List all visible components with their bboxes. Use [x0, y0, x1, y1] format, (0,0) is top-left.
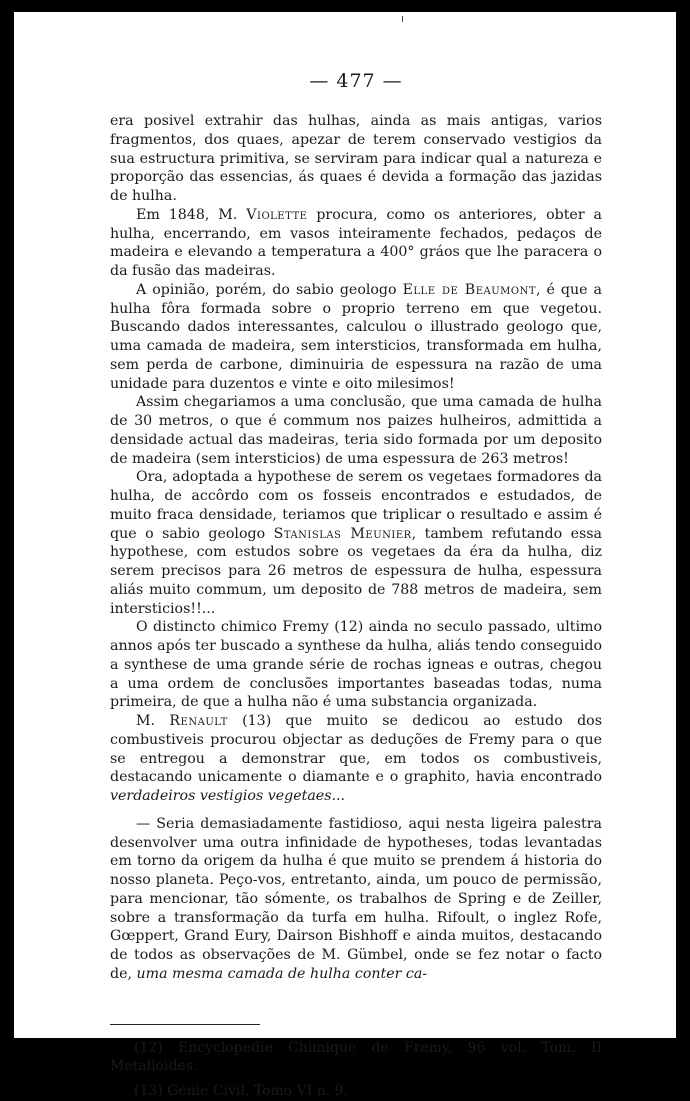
- text-run: A opinião, porém, do sabio geologo: [136, 281, 403, 298]
- name-smallcaps: Elle de Beaumont: [402, 281, 537, 298]
- text-run: O distincto chimico Fremy (12) ainda no seculo passado, ultimo annos após ter buscado a synthese da hulha, aliás tendo conseguido a synthese de uma grande série de rochas igneas e outras, chegou a uma ordem de conclusões importantes baseadas todas, numa primeira, de que a hulha não é uma substancia organizada.: [110, 619, 602, 711]
- scan-mark: [402, 16, 403, 22]
- text-run: , tambem refutando essa hypothese, com estudos sobre os vegetaes da éra da hulha, diz serem precisos para 26 metros de espessura de hulha, espessura aliás muito commum, um deposito de 788 metros de madeira, sem intersticios!!...: [110, 525, 602, 617]
- paragraph-7: [110, 712, 602, 806]
- paragraph-8: [110, 815, 602, 984]
- name-smallcaps: Stanislas Meunier: [273, 525, 412, 542]
- italic-text: uma mesma camada de hulha conter ca-: [136, 965, 428, 982]
- paragraph-5: [110, 468, 602, 618]
- scanned-page: [14, 12, 676, 1099]
- name-smallcaps: Renault: [169, 713, 228, 729]
- text-run: Em 1848, M.: [136, 206, 247, 223]
- footnote-12: (12) Encyclopedie Chimique de Fremy, 96 vol. Tom. II Metalloides.: [110, 1039, 602, 1075]
- text-run: era posivel extrahir das hulhas, ainda as mais antigas, varios fragmentos, dos quaes, apezar de terem conservado vestigios da sua estructura primitiva, se serviram para indicar qual a natureza e proporção das essencias, ás quaes é devida a formação das jazidas de hulha.: [110, 113, 602, 204]
- paragraph-gap: [110, 806, 602, 815]
- paragraph-3: [110, 281, 602, 394]
- text-block: [110, 70, 602, 1101]
- paragraph-2: [110, 206, 602, 281]
- paragraph-1: [110, 112, 602, 206]
- footnote-rule: [110, 1024, 260, 1025]
- text-run: Ora, adoptada a hypothese de serem os vegetaes formadores da hulha, de accôrdo com os fosseis encontrados e estudados, de muito fraca densidade, teriamos que triplicar o resultado e assim é que o sabio geologo: [110, 469, 602, 542]
- footnote-13: (13) Genie Civil, Tomo VI n. 9.: [134, 1083, 349, 1099]
- text-run: , é que a hulha fôra formada sobre o proprio terreno em que vegetou. Buscando dados interessantes, calculou o illustrado geologo que, uma camada de madeira, sem intersticios, transformada em hulha, sem perda de carbone, diminuiria de espessura na razão de uma unidade para duzentos e vinte e oito milesimos!: [110, 281, 603, 392]
- italic-text: verdadeiros vestigios vegetaes...: [110, 788, 346, 804]
- text-run: M.: [136, 713, 170, 729]
- text-run: procura, como os anteriores, obter a hulha, encerrando, em vasos inteiramente fechados, pedaços de madeira e elevando a temperatura a 400° gráos que lhe paracera o da fusão das madeiras.: [110, 206, 602, 279]
- name-smallcaps: Violette: [246, 206, 308, 223]
- text-run: (13) que muito se dedicou ao estudo dos combustiveis procurou objectar as deduções de Fremy para o que se entregou a demonstrar que, em todos os combustiveis, destacando unicamente o diamante e o graphito, havia encontrado: [110, 713, 602, 786]
- text-run: — Seria demasiadamente fastidioso, aqui nesta ligeira palestra desenvolver uma outra infinidade de hypotheses, todas levantadas em torno da origem da hulha é que muito se prendem á historia do nosso planeta. Peço-vos, entretanto, ainda, um pouco de permissão, para mencionar, tão sómente, os trabalhos de Spring e de Zeiller, sobre a transformação da turfa em hulha. Rifoult, o inglez Rofe, Gœppert, Grand Eury, Dairson Bishhoff e ainda muitos, destacando de todos as observações de M. Gümbel, onde se fez notar o facto de,: [110, 815, 602, 982]
- page-number: — 477 —: [309, 70, 403, 92]
- text-run: Assim chegariamos a uma conclusão, que uma camada de hulha de 30 metros, o que é commum nos paizes hulheiros, admittida a densidade actual das madeiras, teria sido formada por um deposito de madeira (sem intersticios) de uma espessura de 263 metros!: [110, 394, 602, 467]
- paragraph-4: [110, 393, 602, 468]
- paragraph-6: [110, 618, 602, 712]
